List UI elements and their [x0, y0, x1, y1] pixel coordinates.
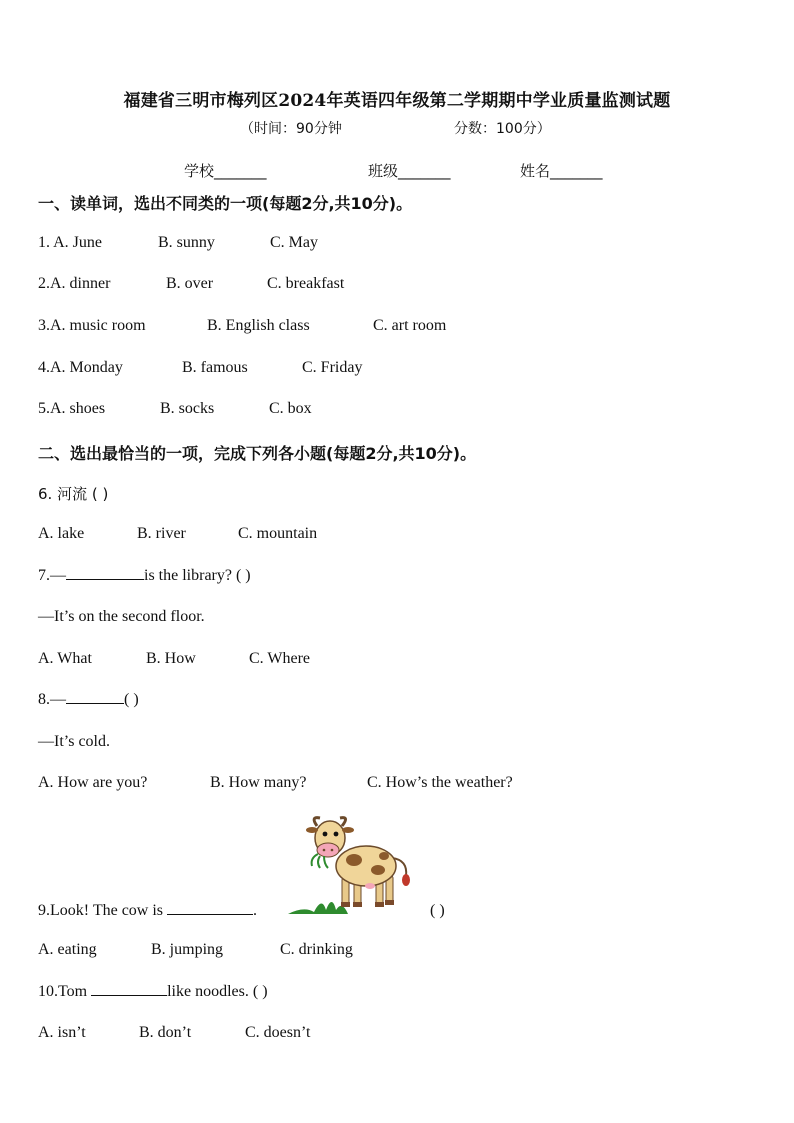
- q3-option-b: B. English class: [207, 317, 310, 334]
- page-title: 福建省三明市梅列区2024年英语四年级第二学期期中学业质量监测试题: [123, 91, 671, 111]
- q1-option-b: B. sunny: [158, 234, 215, 251]
- q4-option-c: C. Friday: [302, 359, 363, 376]
- q6-option-a: A. lake: [38, 525, 85, 542]
- q8-reply: —It’s cold.: [38, 733, 110, 750]
- section-2-heading: 二、选出最恰当的一项，完成下列各小题(每题2分,共10分)。: [38, 444, 477, 463]
- q5-option-c: C. box: [269, 400, 312, 417]
- q9-option-a: A. eating: [38, 941, 97, 958]
- q7-stem: [38, 567, 251, 585]
- q7-option-a: A. What: [38, 650, 92, 667]
- q7-reply: —It’s on the second floor.: [38, 608, 205, 625]
- q8-option-b: B. How many?: [210, 774, 307, 791]
- q3-option-a: 3.A. music room: [38, 317, 146, 334]
- class-field: 班级_______: [368, 162, 451, 180]
- q6-option-c: C. mountain: [238, 525, 318, 542]
- q8-stem: [38, 691, 139, 709]
- q6-stem: 6. 河流 ( ): [38, 485, 109, 503]
- q4-option-a: 4.A. Monday: [38, 359, 123, 376]
- cow-illustration: [284, 810, 424, 916]
- q10-prefix: 10.Tom: [38, 983, 88, 1000]
- section-1-heading: 一、读单词，选出不同类的一项(每题2分,共10分)。: [38, 194, 413, 213]
- q9-blank[interactable]: [167, 913, 253, 915]
- q8-blank[interactable]: [66, 702, 124, 704]
- q10-option-a: A. isn’t: [38, 1024, 86, 1041]
- q7-option-c: C. Where: [249, 650, 311, 667]
- q10-option-c: C. doesn’t: [245, 1024, 311, 1041]
- score-info: 分数：100分）: [454, 121, 551, 137]
- q9-option-c: C. drinking: [280, 941, 353, 958]
- q5-option-b: B. socks: [160, 400, 215, 417]
- q7-prefix: 7.—: [38, 567, 66, 584]
- q2-option-b: B. over: [166, 275, 214, 292]
- q1-option-a: 1. A. June: [38, 234, 102, 251]
- q9-suffix: .: [253, 902, 258, 919]
- q2-option-c: C. breakfast: [267, 275, 345, 292]
- q8-suffix: ( ): [124, 691, 139, 708]
- q10-option-b: B. don’t: [139, 1024, 192, 1041]
- q3-option-c: C. art room: [373, 317, 447, 334]
- q10-suffix: like noodles. ( ): [167, 983, 268, 1000]
- q6-option-b: B. river: [137, 525, 186, 542]
- q7-option-b: B. How: [146, 650, 196, 667]
- q7-suffix: is the library? ( ): [144, 567, 251, 584]
- q8-option-a: A. How are you?: [38, 774, 148, 791]
- school-field: 学校_______: [184, 162, 267, 180]
- q1-option-c: C. May: [270, 234, 318, 251]
- q10-stem: [38, 983, 268, 1001]
- q8-prefix: 8.—: [38, 691, 66, 708]
- q8-option-c: C. How’s the weather?: [367, 774, 513, 791]
- q2-option-a: 2.A. dinner: [38, 275, 111, 292]
- q9-answer-paren: ( ): [430, 902, 445, 919]
- q9-option-b: B. jumping: [151, 941, 224, 958]
- q7-blank[interactable]: [66, 578, 144, 580]
- time-info: （时间：90分钟: [240, 121, 342, 137]
- q9-stem: [38, 902, 257, 920]
- q10-blank[interactable]: [91, 994, 167, 996]
- name-field: 姓名_______: [520, 162, 603, 180]
- q4-option-b: B. famous: [182, 359, 248, 376]
- q5-option-a: 5.A. shoes: [38, 400, 106, 417]
- q9-prefix: 9.Look! The cow is: [38, 902, 164, 919]
